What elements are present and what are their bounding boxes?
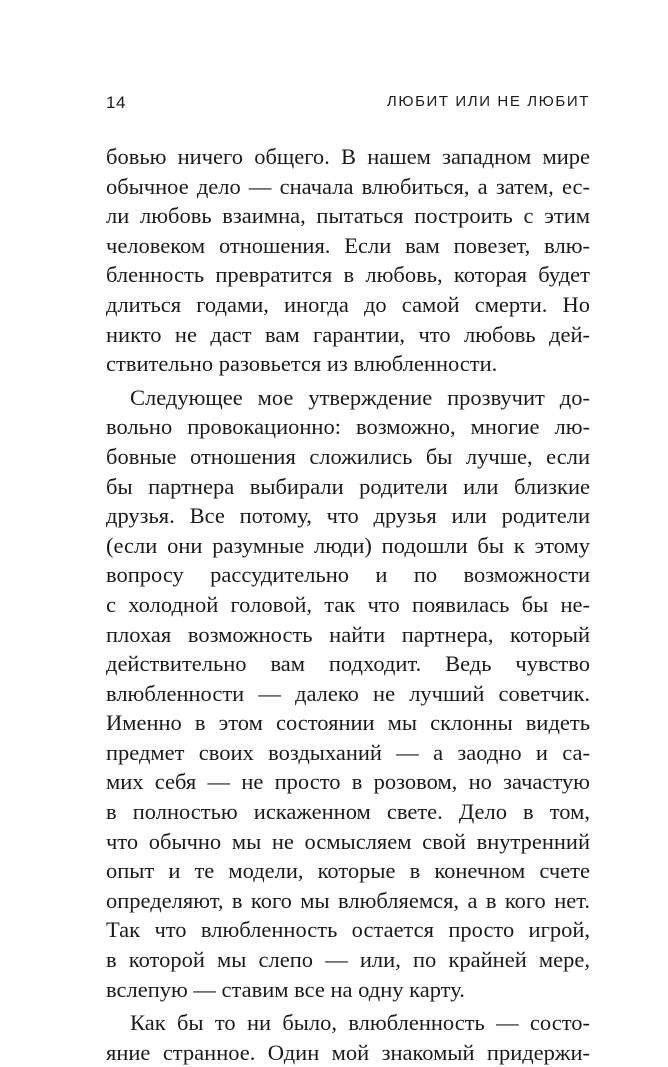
text-line: предмет своих воздыханий — а заодно и са-	[106, 739, 590, 765]
text-line: друзья. Все потому, что друзья или родители	[106, 503, 590, 529]
text-line: вопросу рассудительно и по возможности	[106, 562, 590, 588]
text-line: вольно провокационно: возможно, многие лю-	[106, 414, 590, 440]
text-line: никто не даст вам гарантии, что любовь дей-	[106, 321, 590, 347]
paragraph-2	[106, 383, 590, 1004]
text-line: бовные отношения сложились бы лучше, если	[106, 443, 590, 469]
text-line: Следующее мое утверждение прозвучит до-	[130, 384, 590, 410]
text-line: ли любовь взаимна, пытаться построить с этим	[106, 203, 590, 229]
text-line: что обычно мы не осмысляем свой внутренний	[106, 828, 590, 854]
text-line: бовью ничего общего. В нашем западном мире	[106, 144, 590, 169]
text-line: определяют, в кого мы влюбляемся, а в кого нет.	[106, 887, 590, 913]
text-line: плохая возможность найти партнера, который	[106, 621, 590, 647]
text-line: длиться годами, иногда до самой смерти. Но	[106, 291, 590, 317]
text-line: действительно вам подходит. Ведь чувство	[106, 651, 590, 677]
text-line: мих себя — не просто в розовом, но зачастую	[106, 769, 590, 795]
text-line: ствительно разовьется из влюбленности.	[106, 351, 498, 377]
text-line: обычное дело — сначала влюбиться, а затем, ес-	[106, 173, 590, 199]
text-line: яние странное. Один мой знакомый придержи-	[106, 1039, 590, 1065]
text-line: в полностью искаженном свете. Дело в том,	[106, 799, 590, 825]
paragraph-1	[106, 142, 590, 379]
text-line: бы партнера выбирали родители или близкие	[106, 473, 590, 499]
text-line: вслепую — ставим все на одну карту.	[106, 976, 465, 1002]
body-text	[106, 142, 590, 1067]
text-line: Так что влюбленность остается просто игрой,	[106, 917, 590, 943]
text-line: с холодной головой, так что появилась бы не-	[106, 591, 590, 617]
text-line: опыт и те модели, которые в конечном счете	[106, 858, 590, 884]
text-line: влюбленности — далеко не лучший советчик.	[106, 680, 590, 706]
text-line: Именно в этом состоянии мы склонны видеть	[106, 710, 590, 736]
text-line: человеком отношения. Если вам повезет, влю-	[106, 232, 590, 258]
text-line: в которой мы слепо — или, по крайней мере,	[106, 947, 590, 973]
page-number: 14	[106, 93, 126, 112]
text-line: (если они разумные люди) подошли бы к этому	[106, 532, 590, 558]
text-line: бленность превратится в любовь, которая будет	[106, 262, 590, 288]
paragraph-3	[106, 1008, 590, 1067]
running-head: ЛЮБИТ ИЛИ НЕ ЛЮБИТ	[386, 93, 590, 110]
text-line: Как бы то ни было, влюбленность — состо-	[130, 1010, 590, 1036]
